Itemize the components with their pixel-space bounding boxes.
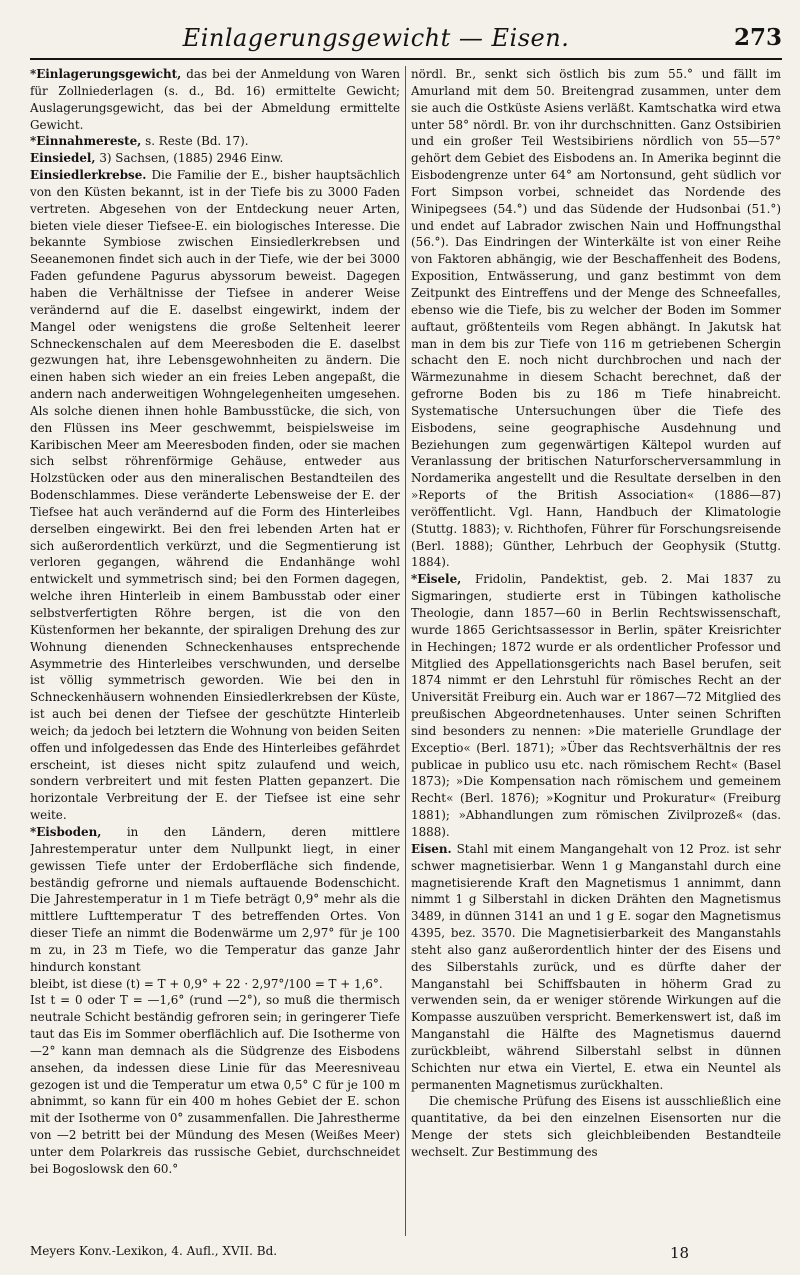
left-column bbox=[30, 66, 400, 1236]
formula-text: bleibt, ist diese (t) = T + 0,9° + 22 · 2,97°/100 = T + 1,6°. bbox=[30, 976, 383, 991]
entry-einnahmereste bbox=[30, 133, 400, 150]
entry-text: Die Familie der E., bisher hauptsächlich von den Küsten bekannt, ist in der Tiefe bis zu 3000 Faden vertreten. Abgesehen von der Entdeckung neuer Arten, bieten viele dieser Tiefsee-E. ein biologisches Interesse. Die bekannte Symbiose zwischen Einsiedlerkrebsen und Seeanemonen findet sich auch in der Tiefe, wie der bei 3000 Faden gefundene Pagurus abyssorum beweist. Dagegen haben die Verhältnisse der Tiefsee in anderer Weise verändernd auf die E. daselbst eingewirkt, indem der Mangel oder wenigstens die große Seltenheit leerer Schneckenschalen auf dem Meeresboden die E. daselbst gezwungen hat, ihre Lebensgewohnheiten zu ändern. Die einen haben sich wieder an ein freies Leben angepaßt, die andern nach anderweitigen Wohngelegenheiten umgesehen. Als solche dienen ihnen hohle Bambusstücke, die sich, von den Flüssen ins Meer geschwemmt, beispielsweise im Karibischen Meer am Meeresboden finden, oder sie machen sich selbst röhrenförmige Gehäuse, entweder aus Holzstücken oder aus den mineralischen Bestandteilen des Bodenschlammes. Diese veränderte Lebensweise der E. der Tiefsee hat auch verändernd auf die Form des Hinterleibes derselben eingewirkt. Bei den frei lebenden Arten hat er sich außerordentlich verkürzt, und die Segmentierung ist verloren gegangen, während die Endanhänge wohl entwickelt und symmetrisch sind; bei den Formen dagegen, welche ihren Hinterleib in einem Bambusstab oder einer selbstverfertigten Röhre bergen, ist die von den Küstenformen her bekannte, der spiraligen Drehung des zur Wohnung dienenden Schneckenhauses entsprechende Asymmetrie des Hinterleibes verschwunden, und derselbe ist völlig symmetrisch geworden. Wie bei den in Schneckenhäusern wohnenden Einsiedlerkrebsen der Küste, ist auch bei denen der Tiefsee der geschützte Hinterleib weich; da jedoch bei letztern die Wohnung von beiden Seiten offen und infolgedessen das Ende des Hinterleibes gefährdet erscheint, ist dieses nicht spitz zulaufend und weich, sondern verbreitert und mit festen Platten gepanzert. Die horizontale Verbreitung der E. der Tiefsee ist eine sehr weite. bbox=[30, 168, 400, 823]
entry-lemma: *Einnahmereste, bbox=[30, 134, 142, 149]
entry-lemma: Einsiedel, bbox=[30, 151, 96, 166]
page-number: 273 bbox=[733, 24, 782, 51]
page-footer bbox=[30, 1244, 782, 1264]
entry-text: s. Reste (Bd. 17). bbox=[141, 134, 249, 149]
entry-text: in den Ländern, deren mittlere Jahrestemperatur unter dem Nullpunkt liegt, in einer gewissen Tiefe unter der Erdoberfläche sich findende, beständig gefrorne und niemals auftauende Bodenschicht. Die Jahrestemperatur in 1 m Tiefe beträgt 0,9° mehr als die mittlere Lufttemperatur T des betreffenden Ortes. Von dieser Tiefe an nimmt die Bodenwärme um 2,97° für je 100 m zu, in 23 m Tiefe, wo die Temperatur das ganze Jahr hindurch konstant bbox=[30, 824, 400, 974]
page-header bbox=[30, 18, 782, 60]
right-column bbox=[411, 66, 781, 1236]
entry-text: das bei der Anmeldung von Waren für Zollniederlagen (s. d., Bd. 16) ermittelte Gewicht; Auslagerungsgewicht, das bei der Abmeldung ermittelte Gewicht. bbox=[30, 67, 400, 132]
temperature-formula bbox=[30, 976, 400, 993]
entry-einsiedel bbox=[30, 150, 400, 167]
entry-text: nördl. Br., senkt sich östlich bis zum 55.° und fällt im Amurland mit dem 50. Breitengrad zusammen, unter dem sie auch die Ostküste Asiens verläßt. Kamtschatka wird etwa unter 58° nördl. Br. von ihr durchschnitten. Ganz Ostsibirien und ein großer Teil Westsibiriens nördlich von 55—57° gehört dem Gebiet des Eisbodens an. In Amerika beginnt die Eisbodengrenze unter 64° am Nortonsund, geht südlich vor Fort Simpson vorbei, schneidet das Nordende des Winipegsees (54.°) und das Südende der Hudsonbai (51.°) und endet auf Labrador zwischen Nain und Hoffnungsthal (56.°). Das Eindringen der Winterkälte ist von einer Reihe von Faktoren abhängig, wie der Beschaffenheit des Bodens, Exposition, Entwässerung, und ganz bestimmt von dem Zeitpunkt des Eintreffens und der Menge des Schneefalles, ebenso wie die Tiefe, bis zu welcher der Boden im Sommer auftaut, größtenteils vom Regen abhängt. In Jakutsk hat man in dem bis zur Tiefe von 116 m getriebenen Schergin schacht den E. noch nicht durchbrochen und nach der Wärmezunahme in diesem Schacht berechnet, daß der gefrorne Boden bis zu 186 m Tiefe hinabreicht. Systematische Untersuchungen über die Tiefe des Eisbodens, seine geographische Ausdehnung und Beziehungen zum gegenwärtigen Kältepol wurden auf Veranlassung der britischen Naturforscherversammlung in Nordamerika angestellt und die Resultate derselben in den »Reports of the British Association« (1886—87) veröffentlicht. Vgl. Hann, Handbuch der Klimatologie (Stuttg. 1883); v. Richthofen, Führer für Forschungsreisende (Berl. 1888); Günther, Lehrbuch der Geophysik (Stuttg. 1884). bbox=[411, 67, 781, 570]
entry-lemma: *Einlagerungsgewicht, bbox=[30, 67, 182, 81]
running-title: Einlagerungsgewicht — Eisen. bbox=[182, 24, 570, 52]
entry-lemma: Eisen. bbox=[411, 841, 452, 856]
entry-einlagerungsgewicht bbox=[30, 66, 400, 133]
column-divider bbox=[405, 66, 406, 1236]
entry-eisen bbox=[411, 841, 781, 1094]
entry-einsiedlerkrebse bbox=[30, 167, 400, 824]
entry-text: Stahl mit einem Mangangehalt von 12 Proz. ist sehr schwer magnetisierbar. Wenn 1 g Manganstahl durch eine magnetisierende Kraft den Magnetismus 1 annimmt, dann nimmt 1 g Silberstahl in dicken Drähten den Magnetismus 3489, in dünnen 3141 an und 1 g E. sogar den Magnetismus 4395, bez. 3570. Die Magnetisierbarkeit des Manganstahls steht also ganz außerordentlich hinter der des Eisens und des Silberstahls zurück, und es dürfte daher der Manganstahl bei Schiffsbauten in höherm Grad zu verwenden sein, da er weniger störende Wirkungen auf die Kompasse auszuüben verspricht. Bemerkenswert ist, daß im Manganstahl die Hälfte des Magnetismus dauernd zurückbleibt, während Silberstahl selbst in dünnen Schichten nur etwa ein Viertel, E. etwa ein Neuntel als permanenten Magnetismus zurückhalten. bbox=[411, 841, 781, 1092]
entry-eisboden bbox=[30, 824, 400, 976]
sheet-number: 18 bbox=[670, 1244, 690, 1262]
entry-lemma: *Eisele, bbox=[411, 572, 462, 587]
entry-eisele bbox=[411, 571, 781, 841]
entry-text: Ist t = 0 oder T = —1,6° (rund —2°), so muß die thermisch neutrale Schicht beständig gefroren sein; in geringerer Tiefe taut das Eis im Sommer oberflächlich auf. Die Isotherme von —2° kann man demnach als die Südgrenze des Eisbodens ansehen, da indessen diese Linie für das Meeresniveau gezogen ist und die Temperatur um etwa 0,5° C für je 100 m abnimmt, so kann für ein 400 m hohes Gebiet der E. schon mit der Isotherme von 0° zusammenfallen. Die Jahrestherme von —2 betritt bei der Mündung des Mesen (Weißes Meer) unter dem Polarkreis das russische Gebiet, durchschneidet bei Bogoslowsk den 60.° bbox=[30, 993, 400, 1176]
entry-text: Die chemische Prüfung des Eisens ist ausschließlich eine quantitative, da bei den einzelnen Eisensorten nur die Menge der stets sich gleichbleibenden Bestandteile wechselt. Zur Bestimmung des bbox=[411, 1094, 781, 1159]
entry-text: Fridolin, Pandektist, geb. 2. Mai 1837 zu Sigmaringen, studierte erst in Tübingen katholische Theologie, dann 1857—60 in Berlin Rechtswissenschaft, wurde 1865 Gerichtsassessor in Berlin, später Kreisrichter in Hechingen; 1872 wurde er als ordentlicher Professor und Mitglied des Appellationsgerichts nach Basel berufen, seit 1874 nimmt er den Lehrstuhl für römisches Recht an der Universität Freiburg ein. Auch war er 1867—72 Mitglied des preußischen Abgeordnetenhauses. Unter seinen Schriften sind besonders zu nennen: »Die materielle Grundlage der Exceptio« (Berl. 1871); »Über das Rechtsverhältnis der res publicae in publico usu etc. nach römischem Recht« (Basel 1873); »Die Kompensation nach römischem und gemeinem Recht« (Berl. 1876); »Kognitur und Prokuratur« (Freiburg 1881); »Abhandlungen zum römischen Zivilprozeß« (das. 1888). bbox=[411, 572, 781, 839]
entry-text: 3) Sachsen, (1885) 2946 Einw. bbox=[95, 151, 284, 166]
entry-eisboden-continued-right bbox=[411, 66, 781, 571]
signature-line: Meyers Konv.-Lexikon, 4. Aufl., XVII. Bd. bbox=[30, 1244, 278, 1258]
entry-lemma: Einsiedlerkrebse. bbox=[30, 168, 147, 183]
entry-eisen-pruefung bbox=[411, 1093, 781, 1160]
entry-eisboden-continued bbox=[30, 992, 400, 1177]
entry-lemma: *Eisboden, bbox=[30, 824, 102, 839]
